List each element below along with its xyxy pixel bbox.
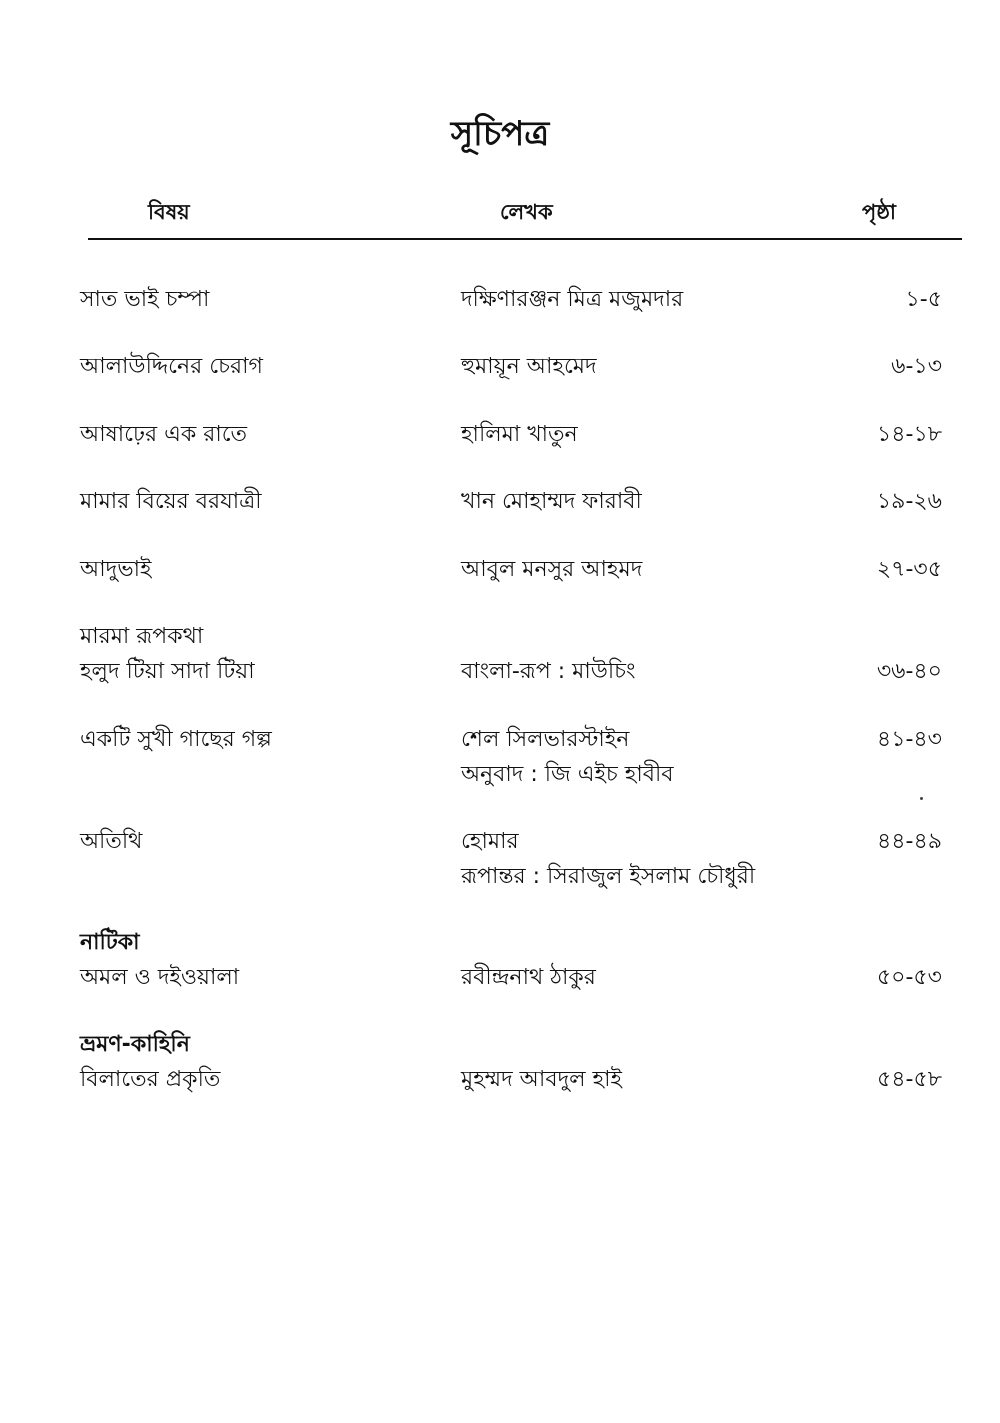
entry-pages: ৫০-৫৩	[876, 965, 942, 990]
entry-title: হলুদ টিয়া সাদা টিয়া	[80, 659, 255, 684]
column-header-page: পৃষ্ঠা	[862, 200, 897, 224]
entry-author: বাংলা-রূপ : মাউচিং	[461, 659, 636, 684]
entry-author: রবীন্দ্রনাথ ঠাকুর	[461, 965, 596, 990]
entry-title: সাত ভাই চম্পা	[80, 287, 210, 312]
entry-title: আলাউদ্দিনের চেরাগ	[80, 354, 263, 379]
section-heading: নাটিকা	[80, 930, 140, 955]
entry-author: হোমার	[461, 829, 519, 854]
entry-pages: ১৯-২৬	[876, 489, 942, 514]
column-header-author: লেখক	[500, 200, 553, 224]
entry-author: দক্ষিণারঞ্জন মিত্র মজুমদার	[461, 287, 684, 312]
entry-pages: ৪৪-৪৯	[876, 829, 942, 854]
entry-pages: ২৭-৩৫	[876, 557, 942, 582]
print-speck	[920, 797, 923, 800]
entry-author: হালিমা খাতুন	[461, 422, 578, 447]
entry-translator: অনুবাদ : জি এইচ হাবীব	[461, 762, 674, 787]
entry-title: আষাঢ়ের এক রাতে	[80, 422, 248, 447]
entry-adapter: রূপান্তর : সিরাজুল ইসলাম চৌধুরী	[461, 864, 756, 889]
column-header-subject: বিষয়	[148, 200, 190, 224]
entry-title: অমল ও দইওয়ালা	[80, 965, 240, 990]
entry-author: খান মোহাম্মদ ফারাবী	[461, 489, 642, 514]
entry-pages: ১৪-১৮	[876, 422, 942, 447]
entry-pages: ৩৬-৪০	[876, 659, 942, 684]
entry-author: শেল সিলভারস্টাইন	[461, 727, 630, 752]
entry-author: আবুল মনসুর আহমদ	[461, 557, 643, 582]
entry-title: অতিথি	[80, 829, 143, 854]
entry-pages: ৪১-৪৩	[876, 727, 942, 752]
entry-category: মারমা রূপকথা	[80, 624, 204, 649]
entry-pages: ৫৪-৫৮	[876, 1067, 942, 1092]
header-divider	[88, 238, 962, 240]
entry-title: বিলাতের প্রকৃতি	[80, 1067, 221, 1092]
entry-author: মুহম্মদ আবদুল হাই	[461, 1067, 622, 1092]
entry-title: মামার বিয়ের বরযাত্রী	[80, 489, 262, 514]
entry-title: আদুভাই	[80, 557, 152, 582]
page-title: সূচিপত্র	[450, 114, 550, 154]
entry-pages: ৬-১৩	[891, 354, 942, 379]
entry-author: হুমায়ূন আহমেদ	[461, 354, 597, 379]
section-heading: ভ্রমণ-কাহিনি	[80, 1032, 190, 1057]
entry-title: একটি সুখী গাছের গল্প	[80, 727, 272, 752]
entry-pages: ১-৫	[905, 287, 942, 312]
